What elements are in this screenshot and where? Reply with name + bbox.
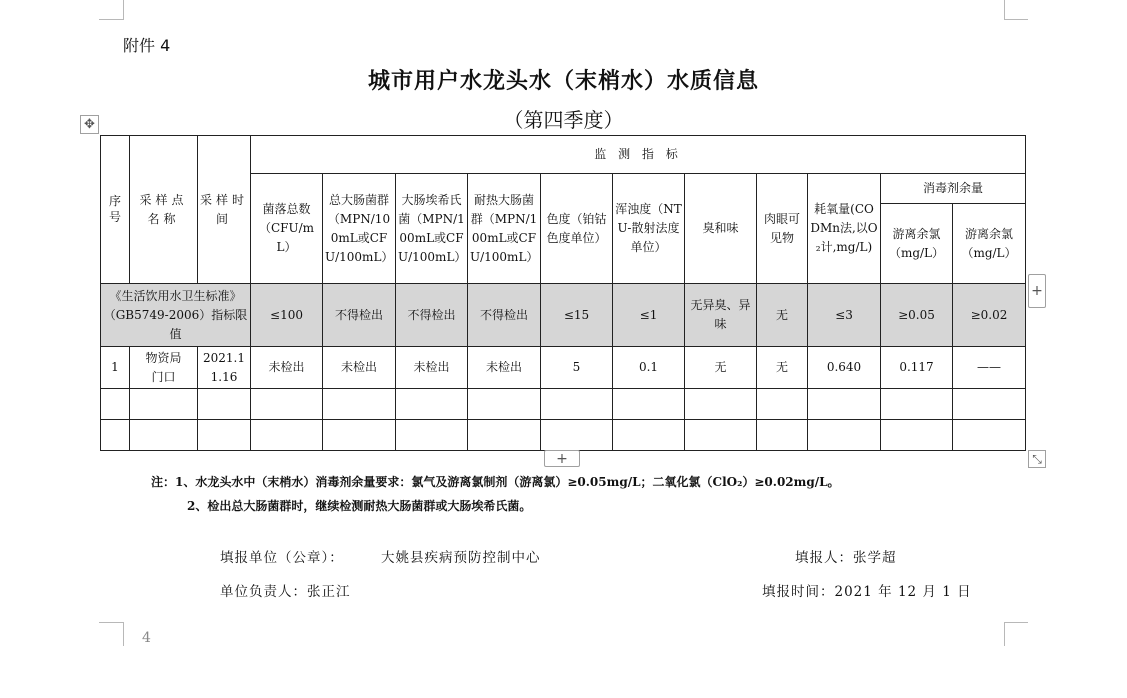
- table-cell[interactable]: [881, 389, 953, 420]
- table-cell: 5: [541, 347, 613, 389]
- table-cell[interactable]: [251, 389, 323, 420]
- table-cell: ——: [953, 347, 1026, 389]
- table-cell[interactable]: [808, 420, 881, 451]
- table-cell[interactable]: [541, 420, 613, 451]
- table-cell[interactable]: [396, 389, 468, 420]
- crop-mark: [1004, 622, 1005, 646]
- table-cell[interactable]: [198, 420, 251, 451]
- table-row-empty: [101, 389, 1026, 420]
- table-cell: 无异臭、异味: [685, 284, 757, 347]
- table-cell[interactable]: [613, 420, 685, 451]
- standard-row: [101, 284, 1026, 347]
- table-cell[interactable]: [323, 420, 396, 451]
- crop-mark: [123, 0, 124, 20]
- table-cell[interactable]: [953, 420, 1026, 451]
- table-row-empty: [101, 420, 1026, 451]
- header-monitor: 监 测 指 标: [251, 136, 1026, 174]
- note-line-1: 注：1、水龙头水中（末梢水）消毒剂余量要求：氯气及游离氯制剂（游离氯）≥0.05mg/L；二氧化氯（ClO₂）≥0.02mg/L。: [151, 475, 840, 489]
- document-title: 城市用户水龙头水（末梢水）水质信息: [367, 68, 759, 94]
- table-cell: 不得检出: [396, 284, 468, 347]
- crop-mark: [1004, 19, 1028, 20]
- header-visible: 肉眼可见物: [757, 174, 808, 284]
- standard-label: 《生活饮用水卫生标准》（GB5749-2006）指标限值: [101, 284, 251, 347]
- header-colony: 菌落总数（CFU/mL）: [251, 174, 323, 284]
- table-cell: 0.117: [881, 347, 953, 389]
- table-cell[interactable]: [757, 420, 808, 451]
- table-cell[interactable]: [757, 389, 808, 420]
- table-cell: ≤100: [251, 284, 323, 347]
- footer-reporter: 填报人：张学超: [795, 550, 897, 566]
- table-cell: 物资局门口: [130, 347, 198, 389]
- table-cell[interactable]: [101, 389, 130, 420]
- header-site: 采样点名称: [130, 136, 198, 284]
- crop-mark: [1004, 0, 1005, 20]
- header-time: 采样时间: [198, 136, 251, 284]
- header-free-chlorine-2: 游离余氯（mg/L）: [953, 204, 1026, 284]
- header-disinfectant: 消毒剂余量: [881, 174, 1026, 204]
- header-odor: 臭和味: [685, 174, 757, 284]
- table-cell: 无: [757, 347, 808, 389]
- table-cell: ≤3: [808, 284, 881, 347]
- table-resize-handle-icon[interactable]: ⤡: [1028, 450, 1046, 468]
- table-cell[interactable]: [541, 389, 613, 420]
- table-cell[interactable]: [468, 389, 541, 420]
- table-cell[interactable]: [613, 389, 685, 420]
- table-cell[interactable]: [468, 420, 541, 451]
- table-cell: 2021.11.16: [198, 347, 251, 389]
- page-number: 4: [142, 630, 151, 646]
- table-cell[interactable]: [323, 389, 396, 420]
- add-column-button[interactable]: +: [1028, 274, 1046, 308]
- table-cell[interactable]: [130, 389, 198, 420]
- note-line-2: 2、检出总大肠菌群时，继续检测耐热大肠菌群或大肠埃希氏菌。: [187, 499, 532, 513]
- crop-mark: [99, 622, 123, 623]
- table-row: [101, 347, 1026, 389]
- table-cell: 未检出: [468, 347, 541, 389]
- table-cell: ≥0.05: [881, 284, 953, 347]
- table-cell: 0.1: [613, 347, 685, 389]
- table-cell: 1: [101, 347, 130, 389]
- table-cell: ≤15: [541, 284, 613, 347]
- table-cell: 不得检出: [468, 284, 541, 347]
- header-total-coliform: 总大肠菌群（MPN/100mL或CFU/100mL）: [323, 174, 396, 284]
- table-cell: 未检出: [323, 347, 396, 389]
- table-cell: ≥0.02: [953, 284, 1026, 347]
- table-cell[interactable]: [130, 420, 198, 451]
- footer-unit-value: 大姚县疾病预防控制中心: [381, 550, 541, 566]
- table-cell[interactable]: [101, 420, 130, 451]
- crop-mark: [99, 19, 123, 20]
- header-color: 色度（铂钴色度单位）: [541, 174, 613, 284]
- header-turbidity: 浑浊度（NTU-散射法度单位）: [613, 174, 685, 284]
- table-cell[interactable]: [953, 389, 1026, 420]
- table-cell: ≤1: [613, 284, 685, 347]
- document-subtitle: （第四季度）: [503, 108, 624, 132]
- crop-mark: [1004, 622, 1028, 623]
- table-cell: 不得检出: [323, 284, 396, 347]
- table-cell[interactable]: [198, 389, 251, 420]
- table-cell: 未检出: [396, 347, 468, 389]
- crop-mark: [123, 622, 124, 646]
- table-cell: 无: [685, 347, 757, 389]
- table-cell: 未检出: [251, 347, 323, 389]
- table-cell[interactable]: [396, 420, 468, 451]
- footer-date: 填报时间：2021 年 12 月 1 日: [762, 584, 972, 600]
- water-quality-table: [100, 135, 1026, 451]
- header-free-chlorine-1: 游离余氯（mg/L）: [881, 204, 953, 284]
- table-cell[interactable]: [881, 420, 953, 451]
- table-cell[interactable]: [685, 420, 757, 451]
- footer-unit-label: 填报单位（公章）：: [220, 550, 344, 566]
- table-cell[interactable]: [808, 389, 881, 420]
- add-row-button[interactable]: +: [544, 450, 580, 467]
- table-cell: 无: [757, 284, 808, 347]
- footer-leader: 单位负责人：张正江: [220, 584, 351, 600]
- table-cell: 0.640: [808, 347, 881, 389]
- table-cell[interactable]: [251, 420, 323, 451]
- header-thermo-coliform: 耐热大肠菌群（MPN/100mL或CFU/100mL）: [468, 174, 541, 284]
- table-cell[interactable]: [685, 389, 757, 420]
- header-no: 序号: [101, 136, 130, 284]
- header-ecoli: 大肠埃希氏菌（MPN/100mL或CFU/100mL）: [396, 174, 468, 284]
- table-move-handle-icon[interactable]: ✥: [80, 115, 99, 134]
- header-cod: 耗氧量(CODMn法,以O₂计,mg/L): [808, 174, 881, 284]
- attachment-label: 附件 4: [123, 36, 171, 55]
